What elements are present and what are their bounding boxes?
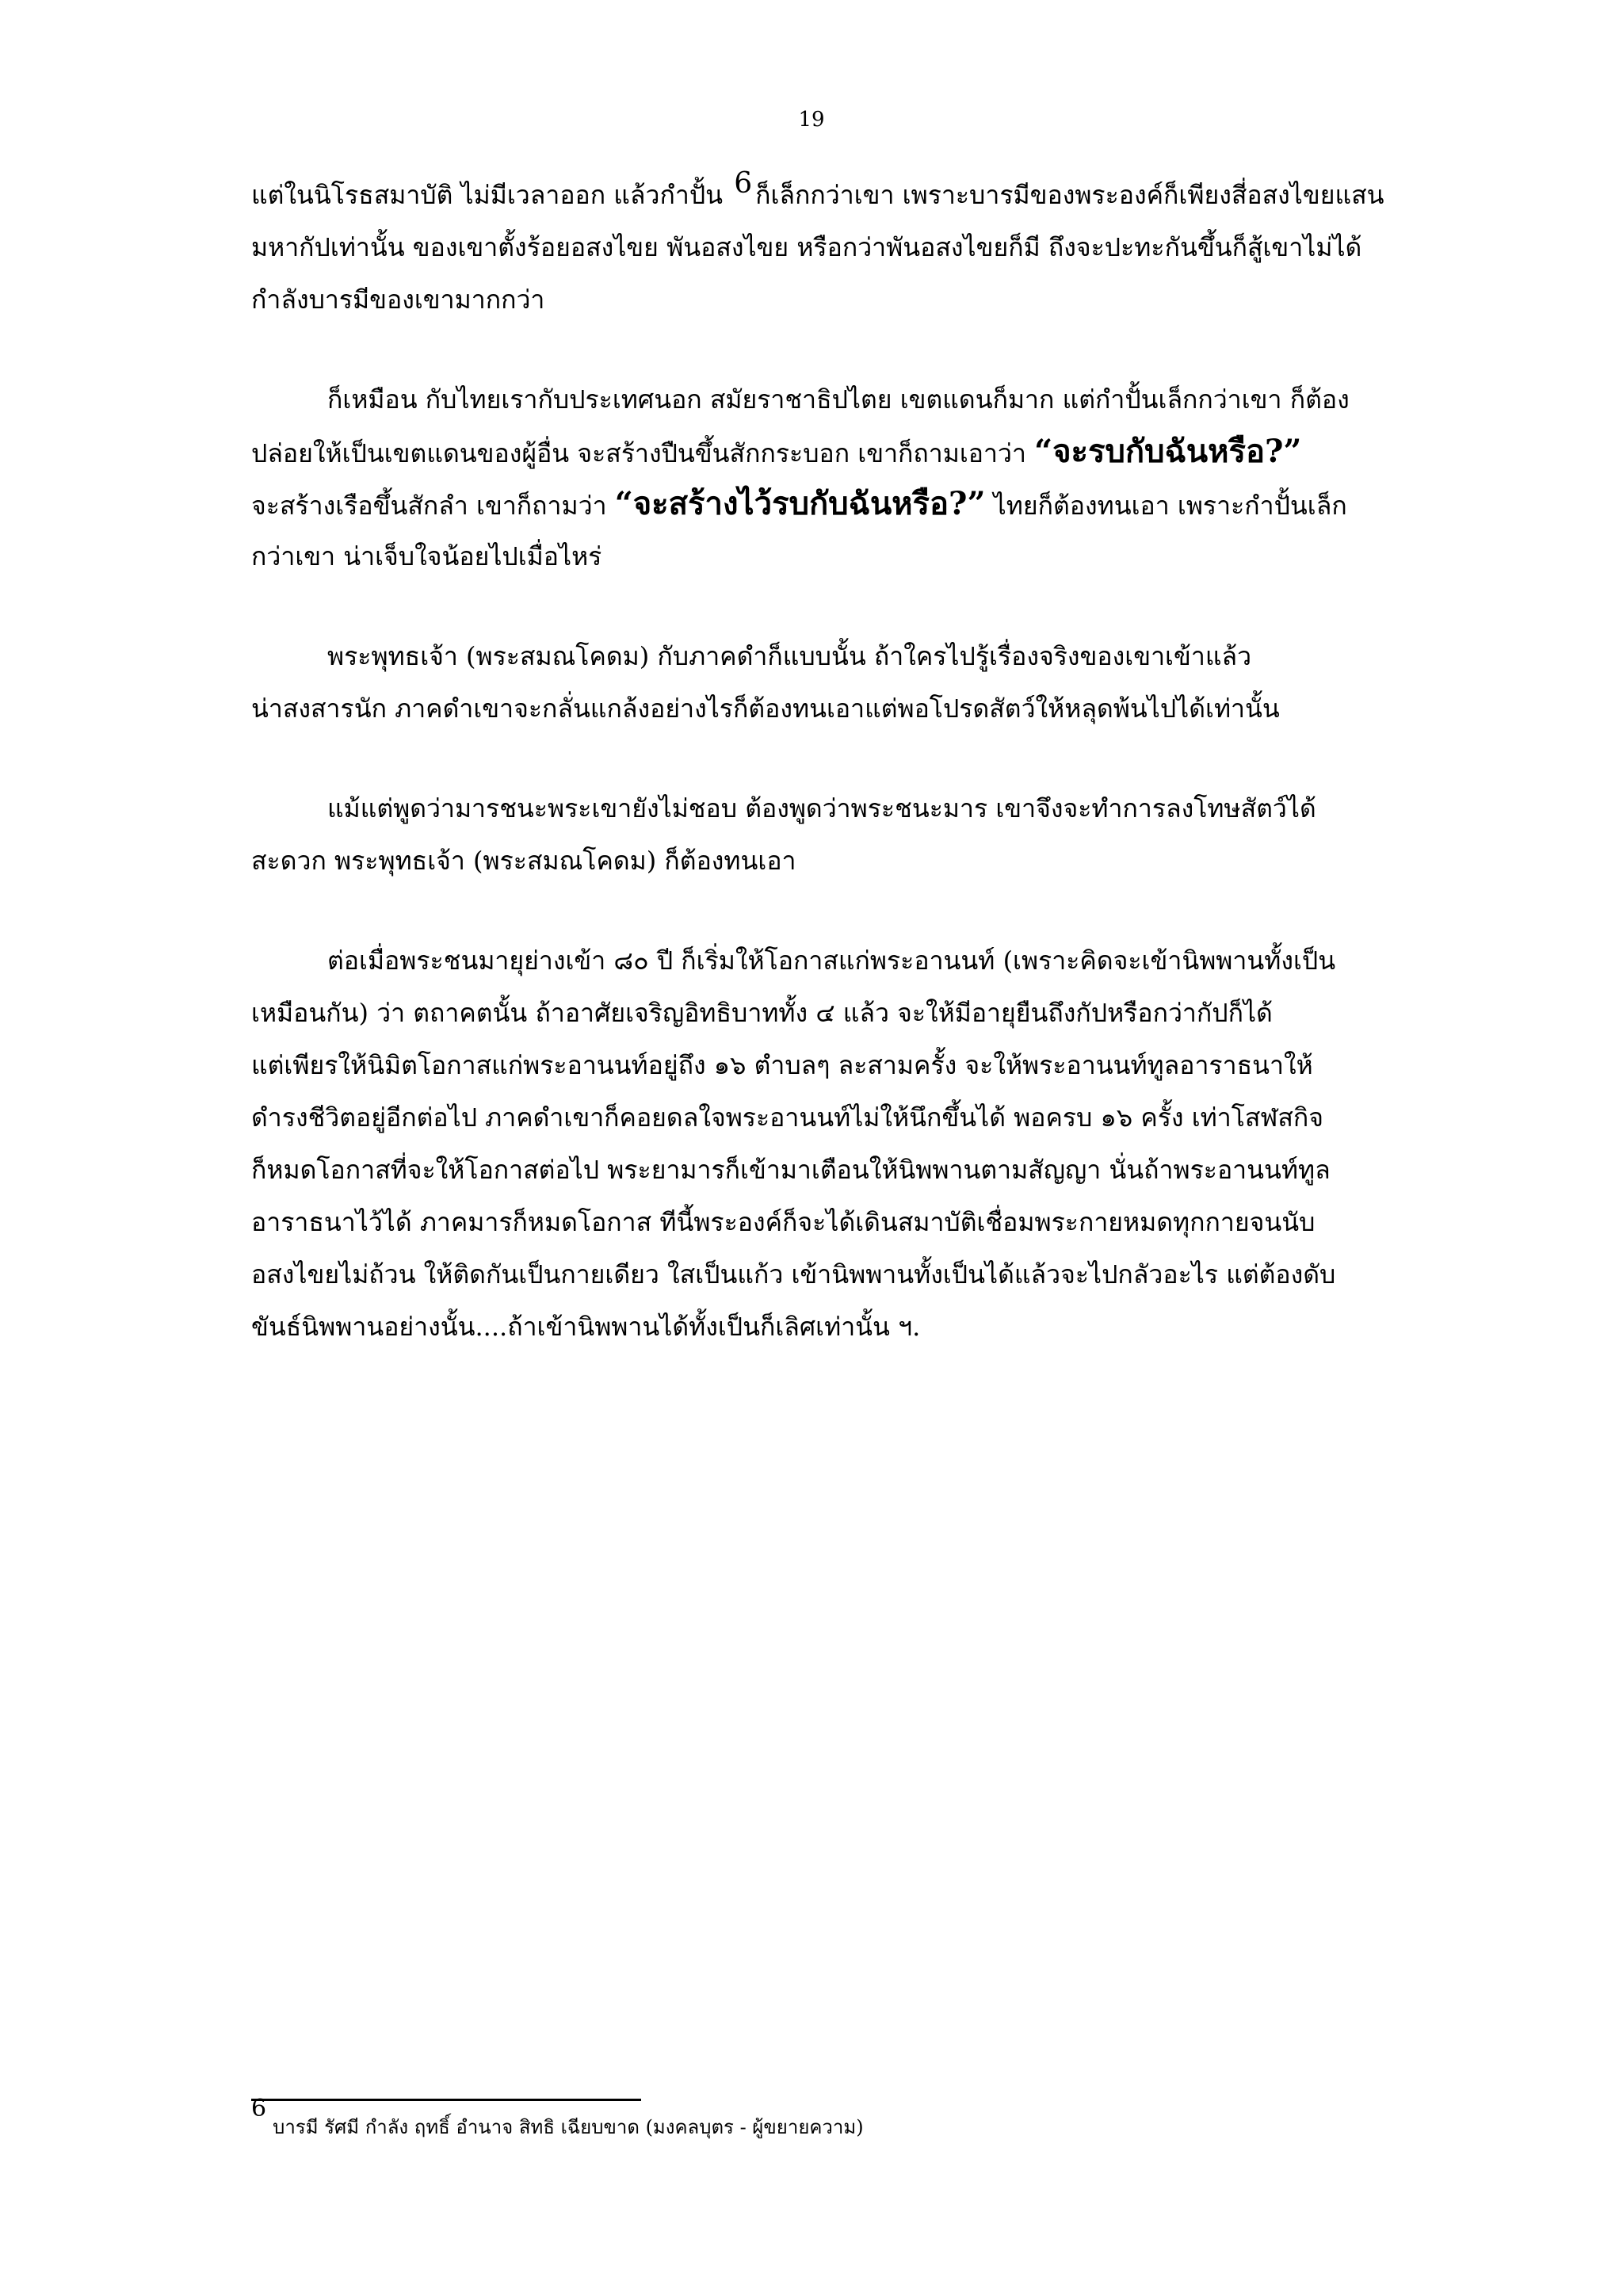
text-line: สะดวก พระพุทธเจ้า (พระสมณโคดม) ก็ต้องทนเอา bbox=[251, 846, 796, 876]
text-line bbox=[251, 478, 1519, 530]
text-line: น่าสงสารนัก ภาคดำเขาจะกลั่นแกล้งอย่างไรก็ต้องทนเอาแต่พอโปรดสัตว์ให้หลุดพ้นไปได้เท่านั้น bbox=[251, 693, 1280, 724]
text-run: แต่ในนิโรธสมาบัติ ไม่มีเวลาออก แล้วกำปั้น bbox=[251, 180, 731, 210]
paragraph-4 bbox=[251, 782, 1519, 887]
text-line: เหมือนกัน) ว่า ตถาคตนั้น ถ้าอาศัยเจริญอิทธิบาททั้ง ๔ แล้ว จะให้มีอายุยืนถึงกัปหรือกว่ากัปก็ได้ bbox=[251, 998, 1273, 1028]
text-line: แม้แต่พูดว่ามารชนะพระเขายังไม่ชอบ ต้องพูดว่าพระชนะมาร เขาจึงจะทำการลงโทษสัตว์ได้ bbox=[327, 793, 1316, 823]
text-line: กว่าเขา น่าเจ็บใจน้อยไปเมื่อไหร่ bbox=[251, 541, 602, 571]
document-body bbox=[251, 169, 1519, 1353]
text-line: ก็เหมือน กับไทยเรากับประเทศนอก สมัยราชาธิปไตย เขตแดนก็มาก แต่กำปั้นเล็กกว่าเขา ก็ต้อง bbox=[327, 384, 1350, 415]
text-line: พระพุทธเจ้า (พระสมณโคดม) กับภาคดำก็แบบนั้น ถ้าใครไปรู้เรื่องจริงของเขาเข้าแล้ว bbox=[327, 641, 1252, 671]
paragraph-5 bbox=[251, 934, 1519, 1353]
text-line: ขันธ์นิพพานอย่างนั้น....ถ้าเข้านิพพานได้ทั้งเป็นก็เลิศเท่านั้น ฯ. bbox=[251, 1312, 921, 1342]
text-line: กำลังบารมีของเขามากกว่า bbox=[251, 285, 545, 315]
footnote-text: บารมี รัศมี กำลัง ฤทธิ์ อำนาจ สิทธิ เฉียบขาด (มงคลบุตร - ผู้ขยายความ) bbox=[273, 2116, 864, 2138]
text-run: จะสร้างเรือขึ้นสักลำ เขาก็ถามว่า bbox=[251, 491, 615, 521]
text-run: ปล่อยให้เป็นเขตแดนของผู้อื่น จะสร้างปืนขึ้นสักกระบอก เขาก็ถามเอาว่า bbox=[251, 438, 1035, 468]
footnote-divider bbox=[251, 2099, 641, 2101]
paragraph-2 bbox=[251, 373, 1519, 583]
text-line: อสงไขยไม่ถ้วน ให้ติดกันเป็นกายเดียว ใสเป็นแก้ว เข้านิพพานทั้งเป็นได้แล้วจะไปกลัวอะไร แต่ต้องดับ bbox=[251, 1259, 1336, 1289]
text-line: ก็หมดโอกาสที่จะให้โอกาสต่อไป พระยามารก็เข้ามาเตือนให้นิพพานตามสัญญา นั่นถ้าพระอานนท์ทูล bbox=[251, 1155, 1331, 1185]
text-line: ต่อเมื่อพระชนมายุย่างเข้า ๘๐ ปี ก็เริ่มให้โอกาสแก่พระอานนท์ (เพราะคิดจะเข้านิพพานทั้งเป็น bbox=[327, 946, 1336, 976]
text-line: อาราธนาไว้ได้ ภาคมารก็หมดโอกาส ทีนี้พระองค์ก็จะได้เดินสมาบัติเชื่อมพระกายหมดทุกกายจนนับ bbox=[251, 1207, 1316, 1237]
text-line: มหากัปเท่านั้น ของเขาตั้งร้อยอสงไขย พันอสงไขย หรือกว่าพันอสงไขยก็มี ถึงจะปะทะกันขึ้นก็สู้เขาไม่ได้ bbox=[251, 232, 1362, 262]
text-line bbox=[251, 426, 1519, 478]
footnote-reference[interactable]: 6 bbox=[734, 167, 753, 200]
paragraph-3 bbox=[251, 630, 1519, 735]
bold-quote: “จะสร้างไว้รบกับฉันหรือ?” bbox=[614, 485, 986, 522]
text-line: แต่เพียรให้นิมิตโอกาสแก่พระอานนท์อยู่ถึง ๑๖ ตำบลๆ ละสามครั้ง จะให้พระอานนท์ทูลอาราธนาให้ bbox=[251, 1050, 1313, 1080]
text-run: ก็เล็กกว่าเขา เพราะบารมีของพระองค์ก็เพียงสี่อสงไขยแสน bbox=[755, 180, 1384, 210]
text-line bbox=[251, 169, 1519, 221]
footnote bbox=[251, 2095, 1440, 2138]
text-line: ดำรงชีวิตอยู่อีกต่อไป ภาคดำเขาก็คอยดลใจพระอานนท์ไม่ให้นึกขึ้นได้ พอครบ ๑๖ ครั้ง เท่าโสฬสกิจ bbox=[251, 1102, 1323, 1133]
page-number: 19 bbox=[798, 108, 825, 132]
text-run: ไทยก็ต้องทนเอา เพราะกำปั้นเล็ก bbox=[985, 491, 1347, 521]
bold-quote: “จะรบกับฉันหรือ?” bbox=[1034, 433, 1302, 470]
paragraph-1 bbox=[251, 169, 1519, 326]
footnote-number: 6 bbox=[251, 2095, 267, 2122]
